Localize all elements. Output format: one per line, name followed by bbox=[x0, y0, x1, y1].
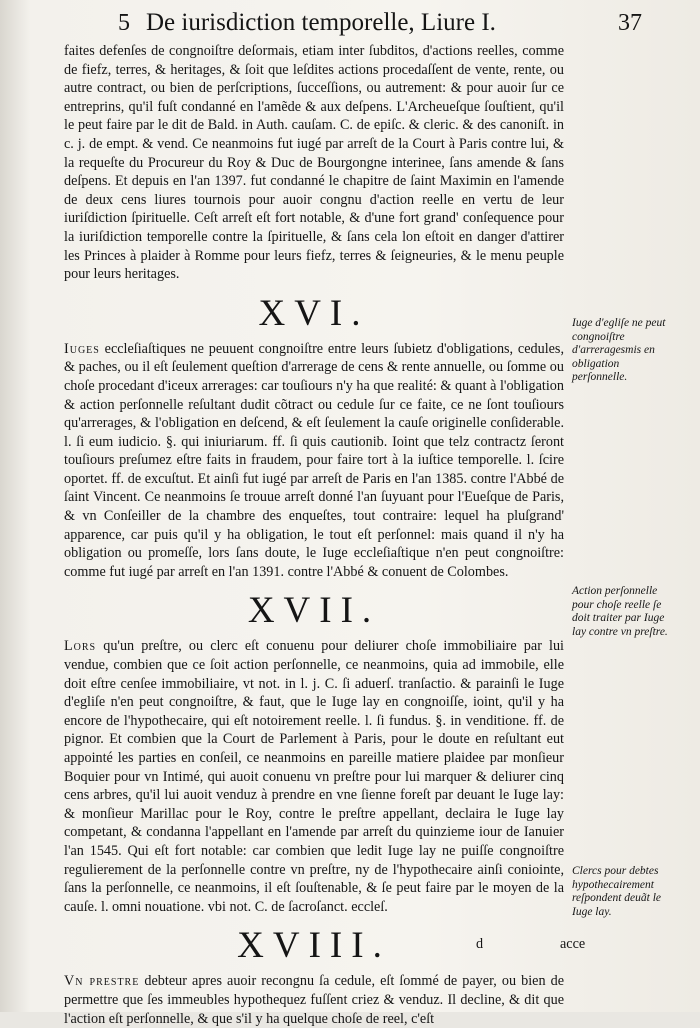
paragraph-xvii bbox=[64, 637, 564, 916]
marginal-note: Iuge d'egliſe ne peut congnoiſtre d'arreragesmis en obligation perſonnelle. bbox=[572, 317, 666, 383]
page-number: 37 bbox=[618, 10, 642, 36]
main-text bbox=[64, 42, 564, 1028]
section-lead-xvi: Iuges bbox=[64, 340, 100, 357]
running-title: De iurisdiction temporelle, Liure I. bbox=[146, 9, 496, 36]
catchword: acce bbox=[560, 936, 586, 952]
section-heading-xviii: XVIII. bbox=[237, 925, 391, 967]
section-heading-xvi: XVI. bbox=[258, 292, 370, 334]
section-lead-xvii: Lors bbox=[64, 638, 97, 655]
folio-mark-left: 5 bbox=[118, 10, 130, 36]
paragraph-text-xvi: eccleſiaſtiques ne peuuent congnoiſtre entre leurs ſubietz d'obligations, cedules, & paches, ou il eſt ſeulement queſtion d'arrerage de cens & rente annuelle, ou ſomme ou choſe procedant d'iceux arrerages: car touſiours n'y ha que realité: & quant à l'obligation & action perſonnelle reſultant dudit cõtract ou cedule ſur ce faite, ce ne ſont touſiours qu'arrerages, & l'obligation en deſcend, & eſt ſeulement la cauſe originelle conſiderable. l. ſi eum iudicio. §. qui iniuriarum. ff. ſi quis cautionib. Ioint que telz contractz ſeront touſiours preſumez eſtre faits in fraudem, pour faire tort à la iuſtice temporelle. l. ſcire oportet. ff. de excuſtut. Et ainſi fut iugé par arreſt de Paris en l'an 1385. contre l'Abbé de ſaint Vincent. Ce neanmoins ſe trouue arreſt donné l'an ſuyuant pour l'Eueſque de Paris, & vn Conſeiller de la chambre des enqueſtes, tout contraire: lequel ha pluſgrand' apparence, car puis qu'il y ha obligation, le tout eſt perſonnel: mais quand il n'y ha obligation ou promeſſe, lors ſans doute, le Iuge eccleſiaſtique n'en peut congnoiſtre: comme fut iugé par arreſt en l'an 1391. contre l'Abbé & conuent de Colombes. bbox=[64, 340, 564, 580]
paragraph-text-xvii: qu'un preſtre, ou clerc eſt conuenu pour deliurer choſe immobiliaire par lui vendue, combien que ce ſoit action perſonnelle, ce neanmoins, quia ad immobile, elle doit eſtre cenſee immobiliaire, vt not. in l. j. C. ſi aduerſ. tranſactio. & parainſi le Iuge d'egliſe n'en peut congnoiſtre, & faut, que le Iuge lay en congnoiſſe, ioint, qu'il y ha encore de l'hypothecaire, qui eſt notoirement reelle. l. ſi fundus. §. in venditione. ff. de pignor. Et combien que la Court de Parlement à Paris, pour le doute en reſultant eut appointé les parties en conſeil, ce neanmoins en pareille matiere plaidee par monſieur Boquier pour vn Intimé, qui auoit conuenu vn preſtre pour lui marquer & deliurer cinq cens arbres, qu'il lui auoit venduz à prendre en vne ſienne foreſt par deuant le Iuge lay: & monſieur Marillac pour le Roy, contre le preſtre appellant, declaira le Iuge lay competant, & condanna l'appellant en l'amende par arreſt du quinzieme iour de Ianuier l'an 1545. Qui eſt fort notable: car combien que ledit Iuge lay ne puiſſe congnoiſtre regulierement de la perſonnelle contre vn preſtre, ny de l'hypothecaire ainſi coniointe, ſans la perſonnelle, ce neanmoins, il eſt ſouſtenable, & ſe peut faire par le moyen de la cauſe. l. omni nouatione. vbi not. C. de ſacroſanct. eccleſ. bbox=[64, 638, 564, 915]
marginal-note: Action perſonnelle pour choſe reelle ſe doit traiter par Iuge lay contre vn preſtre. bbox=[572, 585, 668, 638]
section-heading-xvii: XVII. bbox=[247, 590, 381, 632]
paragraph-xviii bbox=[64, 972, 564, 1028]
section-lead-xviii: Vn preſtre bbox=[64, 973, 140, 990]
signature-mark: d bbox=[476, 936, 484, 952]
paragraph-xvi bbox=[64, 340, 564, 582]
running-header bbox=[60, 6, 650, 40]
marginal-note: Clercs pour debtes hypothecairement reſpondent deuãt le Iuge lay. bbox=[572, 865, 661, 918]
paragraph-continuation: faites defenſes de congnoiſtre deſormais, etiam inter ſubditos, d'actions reelles, comme de fiefz, terres, & heritages, & ſoit que leſdites actions procedaſſent de vente, rente, ou autre contract, ou bien de perſcriptions, ſucceſſions, ou autrement: & pour auoir ſur ce entreprins, qu'il fuſt condanné en l'amẽde & aux deſpens. L'Archeueſque ſouſtient, qu'il le peut faire par le dit de Bald. in Auth. cauſam. C. de epiſc. & cleric. & des canoniſt. in c. j. de empt. & vend. Ce neanmoins fut iugé par arreſt de la Court à Paris contre lui, & la requeſte du Procureur du Roy & Duc de Bourgongne interinee, ſans amende & ſans deſpens. Et depuis en l'an 1397. fut condanné le chapitre de ſaint Maximin en l'amende de deux cens liures tournois pour auoir congnu d'action reelle en vertu de leur iuriſdiction ſpirituelle. Ceſt arreſt eſt fort notable, & d'une fort grand' conſequence pour la iuriſdiction temporelle contre la ſpirituelle, & ſans cela lon eſtoit en danger d'attirer les Princes à plaider à Romme pour leurs fiefz, terres & ſeigneuries, & le menu peuple pour leurs heritages. bbox=[64, 43, 564, 283]
paragraph-text-xviii: debteur apres auoir recongnu ſa cedule, eſt ſommé de payer, ou bien de permettre que ſes immeubles hypothequez fuſſent criez & venduz. Il decline, & dit que l'action eſt perſonnelle, & que s'il y ha quelque choſe de reel, c'eſt bbox=[64, 973, 564, 1027]
